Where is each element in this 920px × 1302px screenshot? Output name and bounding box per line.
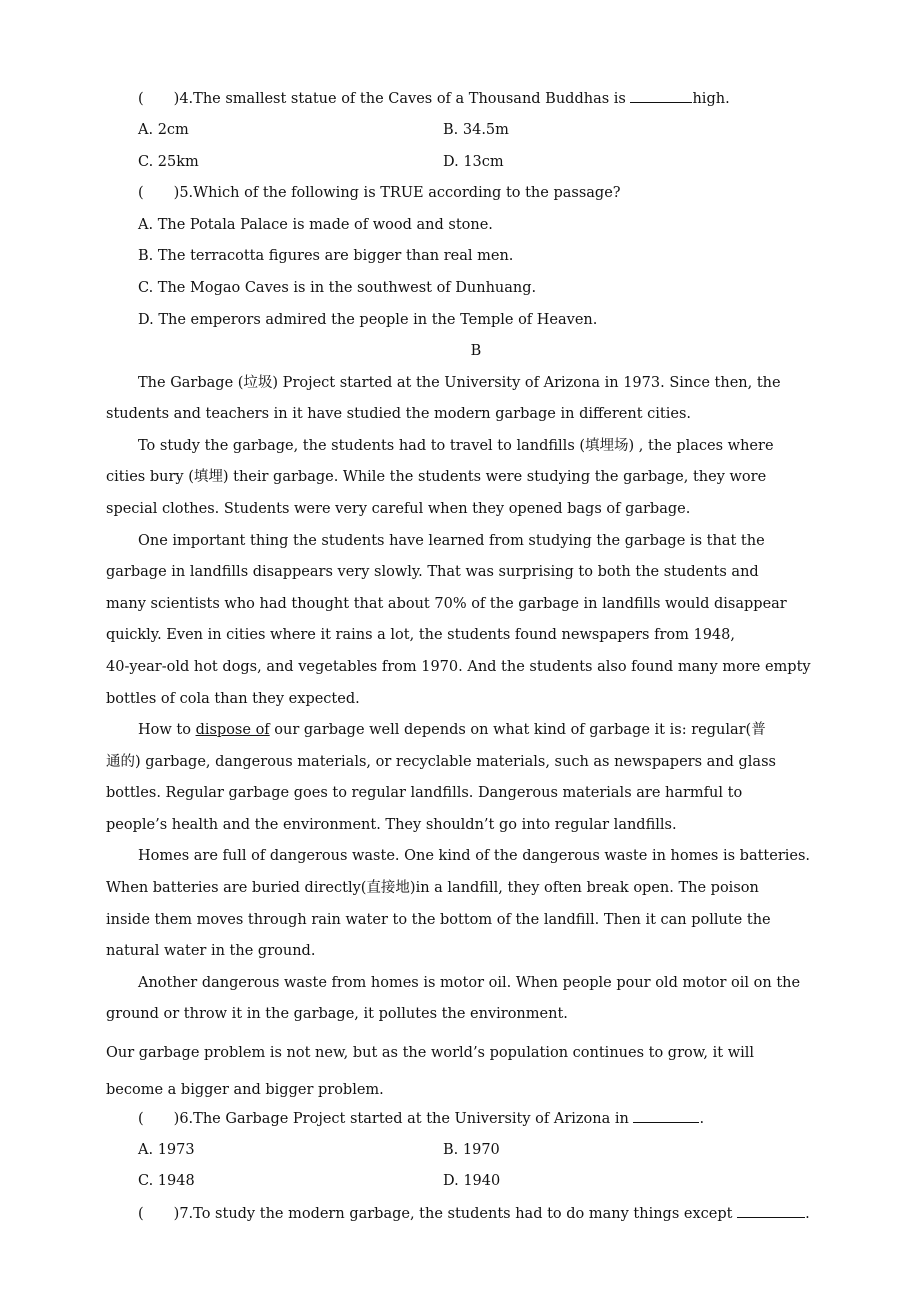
question-4-stem: )4.The smallest statue of the Caves of a Thousand Buddhas is: [173, 91, 631, 107]
underlined-phrase: dispose of: [195, 722, 270, 738]
passage-line: One important thing the students have learned from studying the garbage is that the: [138, 533, 765, 549]
option-b: B. 1970: [443, 1142, 500, 1158]
text-span: our garbage well depends on what kind of garbage it is: regular(普: [269, 722, 766, 738]
passage-line: Another dangerous waste from homes is motor oil. When people pour old motor oil on the: [138, 975, 801, 991]
question-5-stem: )5.Which of the following is TRUE according to the passage?: [173, 185, 621, 201]
question-5: [138, 183, 621, 203]
passage-line: Our garbage problem is not new, but as the world’s population continues to grow, it will: [106, 1045, 755, 1061]
passage-line: special clothes. Students were very careful when they opened bags of garbage.: [106, 501, 691, 517]
option-a: A. 2cm: [138, 122, 189, 138]
passage-line: cities bury (填埋) their garbage. While the students were studying the garbage, they wore: [106, 469, 767, 485]
question-4: [138, 88, 730, 109]
option-c: C. The Mogao Caves is in the southwest of Dunhuang.: [138, 280, 537, 296]
passage-line: Homes are full of dangerous waste. One kind of the dangerous waste in homes is batteries.: [138, 848, 811, 864]
answer-paren: (: [138, 185, 144, 201]
passage-line: 40-year-old hot dogs, and vegetables from 1970. And the students also found many more empty: [106, 659, 811, 675]
option-d: D. The emperors admired the people in the Temple of Heaven.: [138, 312, 598, 328]
passage-line: The Garbage (垃圾) Project started at the University of Arizona in 1973. Since then, the: [138, 375, 781, 391]
question-6: [138, 1108, 704, 1129]
passage-line: natural water in the ground.: [106, 943, 316, 959]
answer-paren: (: [138, 1111, 144, 1127]
question-7-stem: )7.To study the modern garbage, the students had to do many things except: [173, 1206, 738, 1222]
passage-line: quickly. Even in cities where it rains a lot, the students found newspapers from 1948,: [106, 627, 735, 643]
option-a: A. The Potala Palace is made of wood and stone.: [138, 217, 493, 233]
passage-line: many scientists who had thought that about 70% of the garbage in landfills would disappear: [106, 596, 787, 612]
option-a: A. 1973: [138, 1142, 195, 1158]
passage-line: students and teachers in it have studied the modern garbage in different cities.: [106, 406, 692, 422]
section-heading: B: [470, 343, 482, 359]
passage-line: When batteries are buried directly(直接地)in a landfill, they often break open. The poison: [106, 880, 759, 896]
answer-blank: [737, 1203, 805, 1218]
option-b: B. 34.5m: [443, 122, 509, 138]
answer-paren: (: [138, 91, 144, 107]
passage-line: To study the garbage, the students had to travel to landfills (填埋场) , the places where: [138, 438, 774, 454]
passage-line: 通的) garbage, dangerous materials, or recyclable materials, such as newspapers and glass: [106, 754, 776, 770]
option-c: C. 1948: [138, 1173, 195, 1189]
question-4-tail: high.: [692, 91, 730, 107]
answer-blank: [630, 88, 692, 103]
question-7: [138, 1203, 810, 1224]
text-span: How to: [138, 722, 196, 738]
question-6-tail: .: [699, 1111, 705, 1127]
question-7-tail: .: [805, 1206, 810, 1222]
option-b: B. The terracotta figures are bigger than real men.: [138, 248, 514, 264]
passage-line: bottles of cola than they expected.: [106, 691, 360, 707]
passage-line: inside them moves through rain water to the bottom of the landfill. Then it can pollute the: [106, 912, 771, 928]
option-d: D. 13cm: [443, 154, 504, 170]
option-d: D. 1940: [443, 1173, 501, 1189]
answer-blank: [633, 1108, 699, 1123]
option-c: C. 25km: [138, 154, 199, 170]
passage-line: people’s health and the environment. They shouldn’t go into regular landfills.: [106, 817, 677, 833]
passage-line: become a bigger and bigger problem.: [106, 1082, 384, 1098]
passage-line: [138, 720, 766, 740]
passage-line: ground or throw it in the garbage, it pollutes the environment.: [106, 1006, 568, 1022]
answer-paren: (: [138, 1206, 144, 1222]
passage-line: garbage in landfills disappears very slowly. That was surprising to both the students and: [106, 564, 759, 580]
question-6-stem: )6.The Garbage Project started at the University of Arizona in: [173, 1111, 634, 1127]
passage-line: bottles. Regular garbage goes to regular landfills. Dangerous materials are harmful to: [106, 785, 743, 801]
